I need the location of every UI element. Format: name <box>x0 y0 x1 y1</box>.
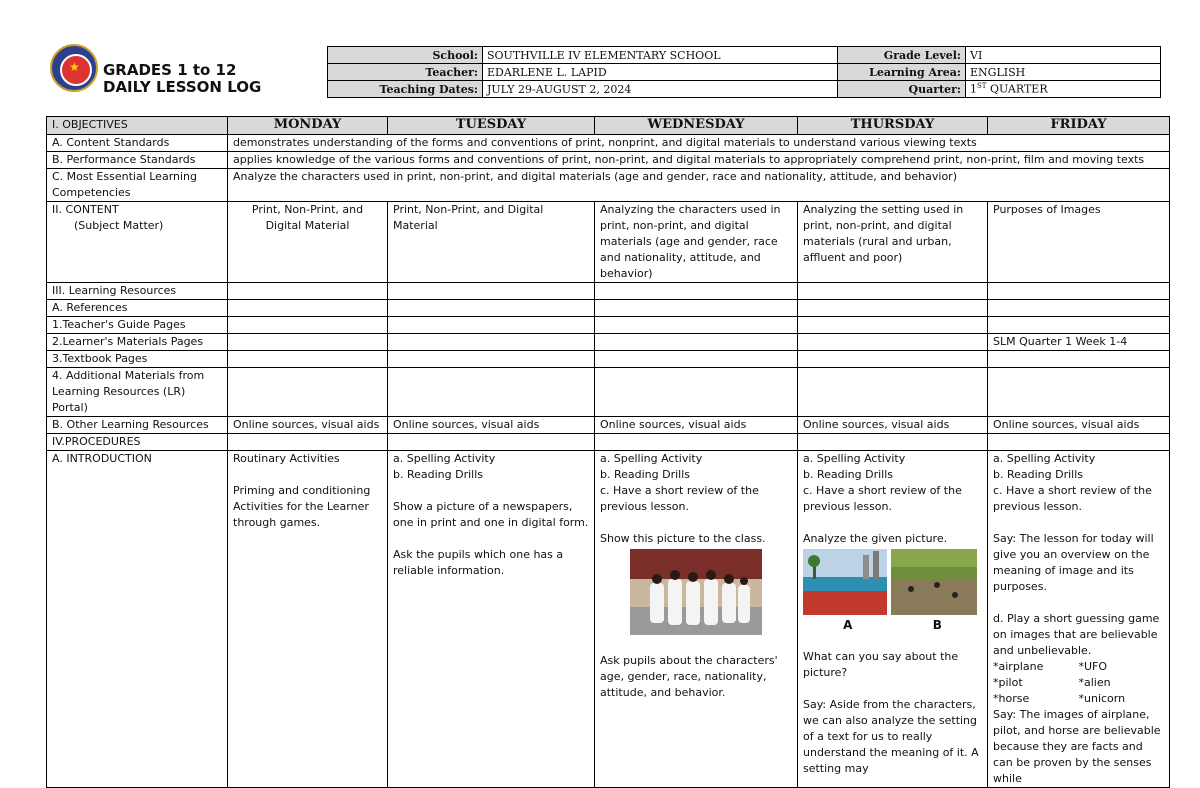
content-monday: Print, Non-Print, and Digital Material <box>228 202 388 283</box>
guess-item: *alien <box>1078 676 1111 689</box>
teacher-value: EDARLENE L. LAPID <box>483 64 838 81</box>
melc-label: C. Most Essential Learning Competencies <box>47 169 228 202</box>
grade-label: Grade Level: <box>838 47 966 64</box>
school-label: School: <box>328 47 483 64</box>
content-friday: Purposes of Images <box>988 202 1170 283</box>
brand-title <box>103 62 261 96</box>
content-tuesday: Print, Non-Print, and Digital Material <box>388 202 595 283</box>
area-value: ENGLISH <box>966 64 1161 81</box>
deped-seal: ★ <box>50 44 98 92</box>
quarter-value: 1ST QUARTER <box>966 81 1161 98</box>
other-resources-monday: Online sources, visual aids <box>228 417 388 434</box>
tg-pages-label: 1.Teacher's Guide Pages <box>47 317 228 334</box>
intro-monday: Routinary Activities Priming and conditioning Activities for the Learner through games. <box>228 451 388 788</box>
lesson-log-table <box>46 116 1170 788</box>
additional-materials-label: 4. Additional Materials from Learning Resources (LR) Portal) <box>47 368 228 417</box>
other-resources-tuesday: Online sources, visual aids <box>388 417 595 434</box>
dates-label: Teaching Dates: <box>328 81 483 98</box>
picture-label-a: A <box>843 618 853 632</box>
area-label: Learning Area: <box>838 64 966 81</box>
other-resources-wednesday: Online sources, visual aids <box>595 417 798 434</box>
guess-item: *unicorn <box>1078 692 1126 705</box>
day-tuesday: TUESDAY <box>388 117 595 135</box>
learning-resources-label: III. Learning Resources <box>47 283 228 300</box>
introduction-label: A. INTRODUCTION <box>47 451 228 788</box>
day-wednesday: WEDNESDAY <box>595 117 798 135</box>
other-resources-thursday: Online sources, visual aids <box>798 417 988 434</box>
grade-value: VI <box>966 47 1161 64</box>
procedures-label: IV.PROCEDURES <box>47 434 228 451</box>
day-monday: MONDAY <box>228 117 388 135</box>
performance-standards-text: applies knowledge of the various forms and conventions of print, non-print, and digital materials to appropriately comprehend print, non-print, film and moving texts <box>228 152 1170 169</box>
guess-item: *horse <box>993 692 1030 705</box>
intro-friday: a. Spelling Activity b. Reading Drills c. Have a short review of the previous lesson. Say: The lesson for today will give you an overview on the meaning of image and its purposes. d. Play a short guessing game on images that are believable and unbelievable. *airplane *UFO *pilot *alien *horse *unicorn Say: The images of airplane, pilot, and horse are believable because they are facts and can be proven by the senses while <box>988 451 1170 788</box>
day-thursday: THURSDAY <box>798 117 988 135</box>
group-photo-image <box>630 549 762 635</box>
guess-item: *UFO <box>1078 660 1108 673</box>
performance-standards-label: B. Performance Standards <box>47 152 228 169</box>
intro-wednesday: a. Spelling Activity b. Reading Drills c. Have a short review of the previous lesson. Show this picture to the class. Ask pupils about the characters' age, gender, race, nationality, attitude, and behavior. <box>595 451 798 788</box>
school-value: SOUTHVILLE IV ELEMENTARY SCHOOL <box>483 47 838 64</box>
lm-pages-friday: SLM Quarter 1 Week 1-4 <box>988 334 1170 351</box>
dates-value: JULY 29-AUGUST 2, 2024 <box>483 81 838 98</box>
teacher-label: Teacher: <box>328 64 483 81</box>
content-wednesday: Analyzing the characters used in print, non-print, and digital materials (age and gender, race and nationality, attitude, and behavior) <box>595 202 798 283</box>
intro-thursday: a. Spelling Activity b. Reading Drills c. Have a short review of the previous lesson. Analyze the given picture. A B What can you say about the picture? Say: Aside from the characters, we can also analyze the setting of a text for us to really understand the meaning of it. A setting may <box>798 451 988 788</box>
guessing-game-list <box>993 659 1164 707</box>
content-label: II. CONTENT (Subject Matter) <box>47 202 228 283</box>
textbook-label: 3.Textbook Pages <box>47 351 228 368</box>
guess-item: *airplane <box>993 660 1044 673</box>
other-resources-label: B. Other Learning Resources <box>47 417 228 434</box>
rural-field-image <box>891 549 977 615</box>
day-friday: FRIDAY <box>988 117 1170 135</box>
references-label: A. References <box>47 300 228 317</box>
other-resources-friday: Online sources, visual aids <box>988 417 1170 434</box>
brand-line-1: GRADES 1 to 12 <box>103 61 237 79</box>
lm-pages-label: 2.Learner's Materials Pages <box>47 334 228 351</box>
content-thursday: Analyzing the setting used in print, non-print, and digital materials (rural and urban, affluent and poor) <box>798 202 988 283</box>
objectives-label: I. OBJECTIVES <box>47 117 228 135</box>
melc-text: Analyze the characters used in print, non-print, and digital materials (age and gender, race and nationality, attitude, and behavior) <box>228 169 1170 202</box>
brand-line-2: DAILY LESSON LOG <box>103 78 262 96</box>
content-standards-text: demonstrates understanding of the forms and conventions of print, nonprint, and digital materials to understand various viewing texts <box>228 135 1170 152</box>
quarter-label: Quarter: <box>838 81 966 98</box>
content-standards-label: A. Content Standards <box>47 135 228 152</box>
urban-pool-image <box>803 549 887 615</box>
guess-item: *pilot <box>993 676 1023 689</box>
intro-tuesday: a. Spelling Activity b. Reading Drills Show a picture of a newspapers, one in print and one in digital form. Ask the pupils which one has a reliable information. <box>388 451 595 788</box>
picture-label-b: B <box>932 618 942 632</box>
header-info-table <box>327 46 1161 98</box>
